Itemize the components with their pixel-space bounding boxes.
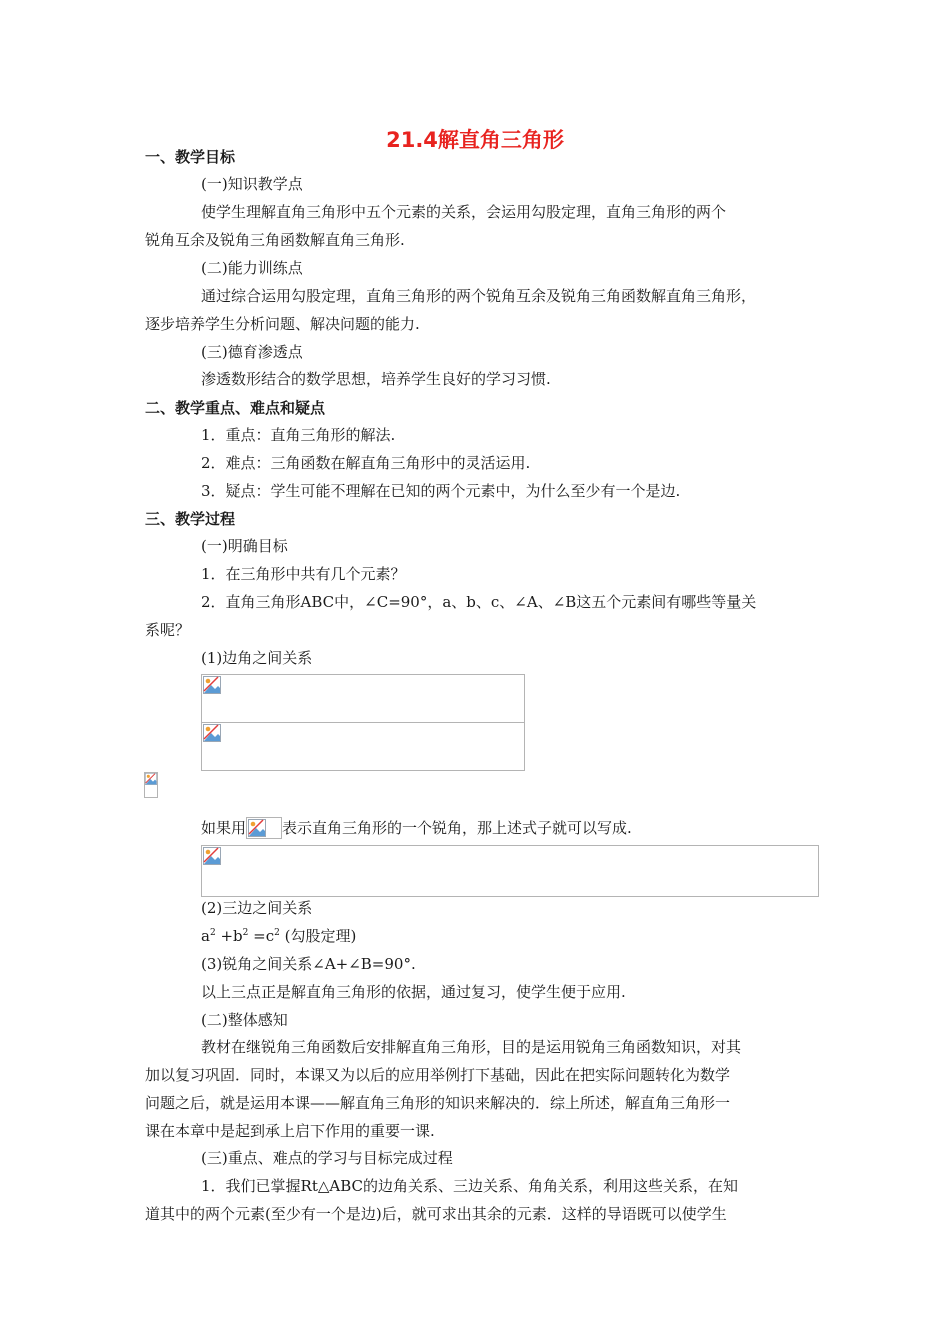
- paragraph-line: (3)锐角之间关系∠A+∠B=90°.: [201, 955, 416, 973]
- list-item: 2．难点：三角函数在解直角三角形中的灵活运用.: [201, 454, 531, 472]
- paragraph-line: 使学生理解直角三角形中五个元素的关系，会运用勾股定理，直角三角形的两个: [201, 203, 727, 221]
- formula-exponent: 2: [242, 928, 249, 938]
- text-run: 表示直角三角形的一个锐角，那上述式子就可以写成.: [282, 819, 632, 837]
- paragraph-line: 教材在继锐角三角函数后安排解直角三角形，目的是运用锐角三角函数知识，对其: [201, 1038, 742, 1056]
- paragraph-line: 逐步培养学生分析问题、解决问题的能力.: [145, 315, 420, 333]
- inline-formula-image: [246, 817, 282, 839]
- formula-exponent: 2: [209, 928, 216, 938]
- broken-image-icon: [248, 819, 266, 837]
- formula-image-frame: [201, 722, 525, 771]
- formula-note: (勾股定理): [284, 927, 357, 945]
- formula-operator: +: [220, 927, 234, 945]
- broken-image-icon: [203, 847, 221, 865]
- subheading-knowledge: (一)知识教学点: [201, 175, 303, 193]
- pythagorean-formula: [201, 925, 356, 946]
- section-heading-process: 三、教学过程: [145, 510, 236, 528]
- formula-term: a: [201, 927, 210, 945]
- paragraph-line: 课在本章中是起到承上启下作用的重要一课.: [145, 1122, 435, 1140]
- subheading-ability: (二)能力训练点: [201, 259, 303, 277]
- subheading-moral: (三)德育渗透点: [201, 343, 303, 361]
- section-heading-objectives: 一、教学目标: [145, 148, 236, 166]
- section-heading-key-points: 二、教学重点、难点和疑点: [145, 399, 326, 417]
- broken-image-icon: [145, 773, 157, 785]
- subheading-three-sides: (2)三边之间关系: [201, 899, 313, 917]
- formula-term: c: [265, 927, 275, 945]
- broken-image-icon: [203, 676, 221, 694]
- broken-image-icon: [203, 724, 221, 742]
- page-title: 21.4解直角三角形: [386, 128, 564, 152]
- paragraph-line: [201, 817, 632, 839]
- text-run: 如果用: [201, 819, 247, 837]
- formula-exponent: 2: [274, 928, 280, 938]
- list-item: 1．在三角形中共有几个元素？: [201, 565, 406, 583]
- paragraph-line: 2．直角三角形ABC中，∠C=90°，a、b、c、∠A、∠B这五个元素间有哪些等量关: [201, 593, 757, 611]
- paragraph-line: 锐角互余及锐角三角函数解直角三角形.: [145, 231, 405, 249]
- paragraph-line: 问题之后，就是运用本课——解直角三角形的知识来解决的．综上所述，解直角三角形一: [145, 1094, 731, 1112]
- subheading-overview: (二)整体感知: [201, 1011, 288, 1029]
- subheading-goals: (一)明确目标: [201, 537, 288, 555]
- paragraph-line: 系呢？: [145, 621, 191, 639]
- formula-operator: =: [253, 927, 266, 945]
- formula-image-frame: [144, 772, 158, 798]
- paragraph-line: 渗透数形结合的数学思想，培养学生良好的学习习惯.: [201, 370, 551, 388]
- paragraph-line: 1．我们已掌握Rt△ABC的边角关系、三边关系、角角关系，利用这些关系，在知: [201, 1177, 739, 1195]
- subheading-side-angle: (1)边角之间关系: [201, 649, 313, 667]
- formula-term: b: [233, 927, 243, 945]
- paragraph-line: 通过综合运用勾股定理，直角三角形的两个锐角互余及锐角三角函数解直角三角形，: [201, 287, 757, 305]
- formula-image-frame: [201, 845, 819, 897]
- paragraph-line: 加以复习巩固．同时，本课又为以后的应用举例打下基础，因此在把实际问题转化为数学: [145, 1066, 731, 1084]
- list-item: 1．重点：直角三角形的解法.: [201, 426, 396, 444]
- paragraph-line: 道其中的两个元素(至少有一个是边)后，就可求出其余的元素．这样的导语既可以使学生: [145, 1205, 727, 1223]
- list-item: 3．疑点：学生可能不理解在已知的两个元素中，为什么至少有一个是边.: [201, 482, 681, 500]
- formula-image-frame: [201, 674, 525, 723]
- subheading-process: (三)重点、难点的学习与目标完成过程: [201, 1149, 453, 1167]
- paragraph-line: 以上三点正是解直角三角形的依据，通过复习，使学生便于应用.: [201, 983, 626, 1001]
